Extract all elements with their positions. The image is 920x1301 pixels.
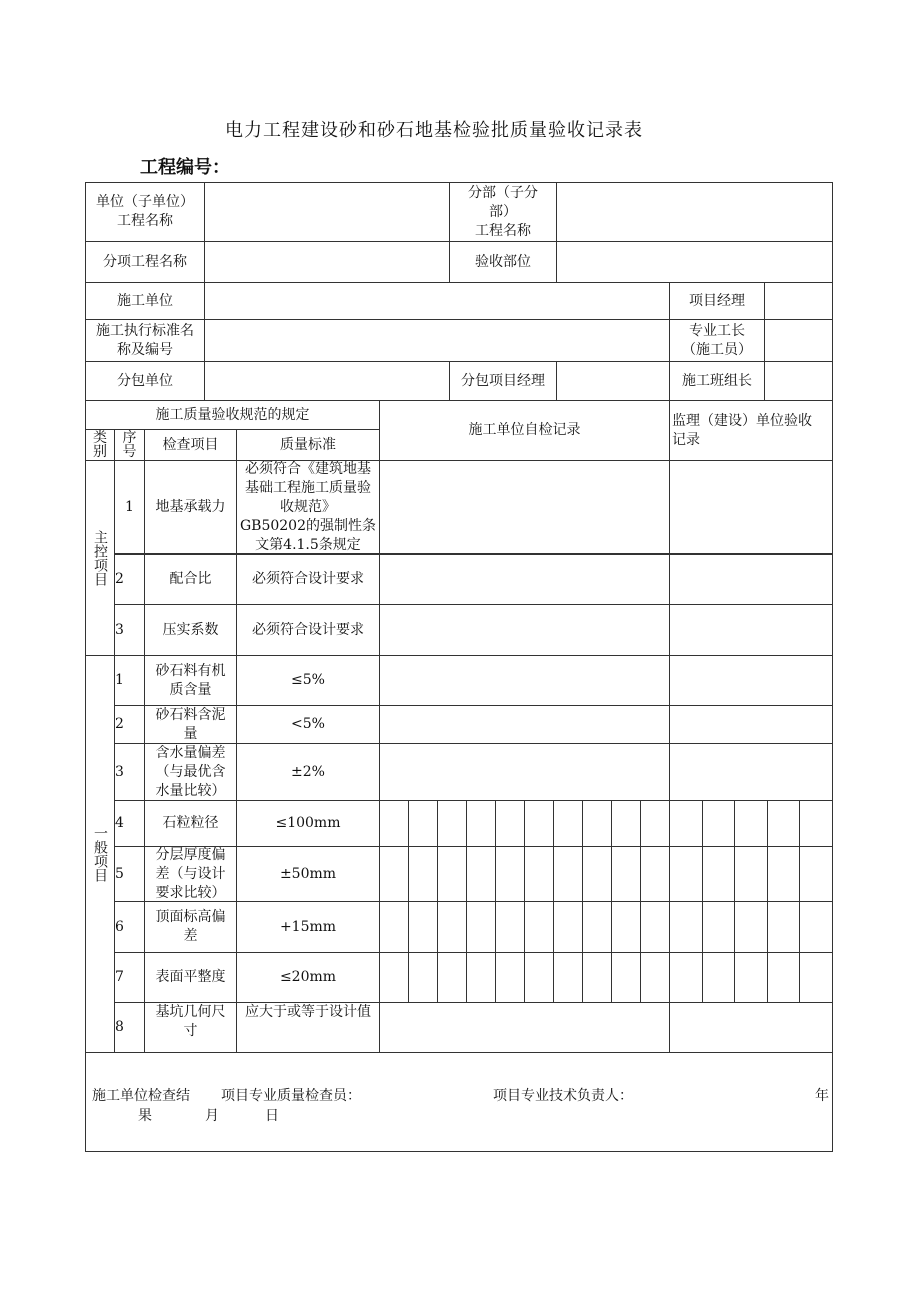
self-check-entry[interactable] <box>495 901 525 953</box>
self-check-entry[interactable] <box>640 952 670 1003</box>
foreman-label: 专业工长 （施工员） <box>669 319 765 362</box>
self-check-entry[interactable] <box>582 952 612 1003</box>
sub-division-value[interactable] <box>556 182 833 242</box>
self-check-entry[interactable] <box>495 952 525 1003</box>
quality-standard-cell: 必须符合设计要求 <box>236 604 380 656</box>
self-check-entry[interactable] <box>437 846 467 902</box>
self-check-entry[interactable] <box>640 901 670 953</box>
supervision-entry[interactable] <box>702 952 736 1003</box>
supervision-entry[interactable] <box>734 901 768 953</box>
check-item-cell: 地基承载力 <box>144 460 237 554</box>
supervision-entry[interactable] <box>734 846 768 902</box>
supervision-entry[interactable] <box>799 846 833 902</box>
subcontractor-value[interactable] <box>204 361 450 401</box>
supervision-entry[interactable] <box>702 800 736 847</box>
self-check-entry[interactable] <box>524 800 554 847</box>
acceptance-part-label: 验收部位 <box>449 241 557 283</box>
self-check-entry[interactable] <box>437 952 467 1003</box>
supervision-entry[interactable] <box>734 800 768 847</box>
supervision-entry[interactable] <box>669 901 703 953</box>
self-check-entry[interactable] <box>408 800 438 847</box>
acceptance-part-value[interactable] <box>556 241 833 283</box>
project-manager-value[interactable] <box>764 282 833 320</box>
supervision-entry[interactable] <box>767 952 801 1003</box>
supervision-entry[interactable] <box>669 952 703 1003</box>
check-item-cell: 压实系数 <box>144 604 237 656</box>
self-check-entry[interactable] <box>524 901 554 953</box>
self-check-entry[interactable] <box>582 846 612 902</box>
check-item-cell: 表面平整度 <box>144 952 237 1003</box>
self-check-entry[interactable] <box>640 846 670 902</box>
seq-cell: 2 <box>114 554 145 605</box>
supervision-entry[interactable] <box>799 901 833 953</box>
supervision-entry[interactable] <box>799 800 833 847</box>
quality-standard-cell: 必须符合设计要求 <box>236 554 380 605</box>
supervision-record[interactable] <box>669 655 833 706</box>
self-check-entry[interactable] <box>611 846 641 902</box>
supervision-entry[interactable] <box>669 846 703 902</box>
month-label: 月 <box>205 1108 219 1124</box>
team-leader-label: 施工班组长 <box>669 361 765 401</box>
self-check-record[interactable] <box>379 743 670 801</box>
supervision-record[interactable] <box>669 1002 833 1053</box>
project-manager-label: 项目经理 <box>669 282 765 320</box>
self-check-entry[interactable] <box>408 846 438 902</box>
sub-pm-value[interactable] <box>556 361 670 401</box>
self-check-entry[interactable] <box>466 901 496 953</box>
quality-standard-cell: 应大于或等于设计值 <box>236 1002 380 1053</box>
self-check-entry[interactable] <box>611 800 641 847</box>
self-check-entry[interactable] <box>495 846 525 902</box>
self-check-entry[interactable] <box>553 952 583 1003</box>
supervision-entry[interactable] <box>702 901 736 953</box>
check-item-cell: 分层厚度偏 差（与设计 要求比较） <box>144 846 237 902</box>
self-check-entry[interactable] <box>582 901 612 953</box>
footer-signoff <box>85 1052 833 1152</box>
seq-cell: 2 <box>114 705 145 744</box>
self-check-header: 施工单位自检记录 <box>379 400 670 461</box>
seq-cell: 1 <box>114 460 145 554</box>
general-items-category <box>85 655 115 1053</box>
self-check-entry[interactable] <box>408 901 438 953</box>
self-check-entry[interactable] <box>524 846 554 902</box>
seq-cell: 6 <box>114 901 145 953</box>
self-check-entry[interactable] <box>553 846 583 902</box>
seq-cell: 7 <box>114 952 145 1003</box>
form-title: 电力工程建设砂和砂石地基检验批质量验收记录表 <box>225 120 643 141</box>
quality-standard-cell: <5% <box>236 705 380 744</box>
self-check-entry[interactable] <box>379 952 409 1003</box>
quality-standard-cell: ±50mm <box>236 846 380 902</box>
main-items-category <box>85 460 115 656</box>
sub-division-label: 分部（子分 部） 工程名称 <box>449 182 557 242</box>
self-check-record[interactable] <box>379 460 670 554</box>
constructor-value[interactable] <box>204 282 670 320</box>
standard-header: 质量标准 <box>236 429 380 461</box>
check-item-cell: 基坑几何尺 寸 <box>144 1002 237 1053</box>
self-check-record[interactable] <box>379 554 670 605</box>
supervision-entry[interactable] <box>767 846 801 902</box>
check-item-cell: 石粒粒径 <box>144 800 237 847</box>
project-number-label: 工程编号： <box>140 157 230 178</box>
quality-standard-cell: ≤100mm <box>236 800 380 847</box>
general-items-label: 一般项目 <box>92 826 108 882</box>
sub-item-label: 分项工程名称 <box>85 241 205 283</box>
seq-header: 序 号 <box>114 429 145 461</box>
check-item-cell: 顶面标高偏 差 <box>144 901 237 953</box>
self-check-record[interactable] <box>379 1002 670 1053</box>
standard-label: 施工执行标准名 称及编号 <box>85 319 205 362</box>
supervision-record[interactable] <box>669 604 833 656</box>
tech-lead-label: 项目专业技术负责人： <box>493 1088 633 1104</box>
seq-cell: 3 <box>114 604 145 656</box>
self-check-record[interactable] <box>379 655 670 706</box>
supervision-header: 监理（建设）单位验收 记录 <box>669 400 833 461</box>
self-check-entry[interactable] <box>437 800 467 847</box>
supervision-record[interactable] <box>669 460 833 554</box>
self-check-entry[interactable] <box>495 800 525 847</box>
year-label: 年 <box>815 1088 829 1104</box>
supervision-entry[interactable] <box>734 952 768 1003</box>
seq-cell: 1 <box>114 655 145 706</box>
self-check-entry[interactable] <box>408 952 438 1003</box>
unit-project-label: 单位（子单位） 工程名称 <box>85 182 205 242</box>
self-check-entry[interactable] <box>553 800 583 847</box>
self-check-entry[interactable] <box>379 846 409 902</box>
self-check-entry[interactable] <box>466 846 496 902</box>
seq-cell: 3 <box>114 743 145 801</box>
subcontractor-label: 分包单位 <box>85 361 205 401</box>
check-item-cell: 配合比 <box>144 554 237 605</box>
supervision-record[interactable] <box>669 705 833 744</box>
quality-standard-cell: 必须符合《建筑地基 基础工程施工质量验 收规范》 GB50202的强制性条 文第4.1.5条规定 <box>236 460 380 554</box>
supervision-record[interactable] <box>669 554 833 605</box>
check-result-label-2: 果 <box>138 1108 152 1124</box>
check-item-cell: 砂石料含泥 量 <box>144 705 237 744</box>
sub-item-value[interactable] <box>204 241 450 283</box>
check-result-label: 施工单位检查结 <box>92 1088 190 1104</box>
main-items-label: 主控项目 <box>92 530 108 586</box>
sub-pm-label: 分包项目经理 <box>449 361 557 401</box>
self-check-record[interactable] <box>379 705 670 744</box>
standard-value[interactable] <box>204 319 670 362</box>
supervision-entry[interactable] <box>702 846 736 902</box>
check-item-cell: 砂石料有机 质含量 <box>144 655 237 706</box>
team-leader-value[interactable] <box>764 361 833 401</box>
self-check-entry[interactable] <box>466 800 496 847</box>
day-label: 日 <box>265 1108 279 1124</box>
self-check-entry[interactable] <box>437 901 467 953</box>
constructor-label: 施工单位 <box>85 282 205 320</box>
self-check-entry[interactable] <box>611 952 641 1003</box>
quality-standard-cell: ≤20mm <box>236 952 380 1003</box>
seq-cell: 5 <box>114 846 145 902</box>
supervision-record[interactable] <box>669 743 833 801</box>
self-check-entry[interactable] <box>582 800 612 847</box>
self-check-entry[interactable] <box>640 800 670 847</box>
self-check-entry[interactable] <box>379 901 409 953</box>
self-check-entry[interactable] <box>553 901 583 953</box>
supervision-entry[interactable] <box>799 952 833 1003</box>
seq-cell: 8 <box>114 1002 145 1053</box>
self-check-record[interactable] <box>379 604 670 656</box>
spec-header: 施工质量验收规范的规定 <box>85 400 380 430</box>
seq-cell: 4 <box>114 800 145 847</box>
supervision-entry[interactable] <box>767 901 801 953</box>
quality-standard-cell: ±2% <box>236 743 380 801</box>
check-item-cell: 含水量偏差 （与最优含 水量比较） <box>144 743 237 801</box>
supervision-entry[interactable] <box>669 800 703 847</box>
self-check-entry[interactable] <box>524 952 554 1003</box>
quality-standard-cell: ≤5% <box>236 655 380 706</box>
item-header: 检查项目 <box>144 429 237 461</box>
supervision-entry[interactable] <box>767 800 801 847</box>
self-check-entry[interactable] <box>379 800 409 847</box>
foreman-value[interactable] <box>764 319 833 362</box>
quality-standard-cell: +15mm <box>236 901 380 953</box>
category-header: 类 别 <box>85 429 115 461</box>
quality-inspector-label: 项目专业质量检查员： <box>221 1088 361 1104</box>
unit-project-value[interactable] <box>204 182 450 242</box>
self-check-entry[interactable] <box>466 952 496 1003</box>
self-check-entry[interactable] <box>611 901 641 953</box>
